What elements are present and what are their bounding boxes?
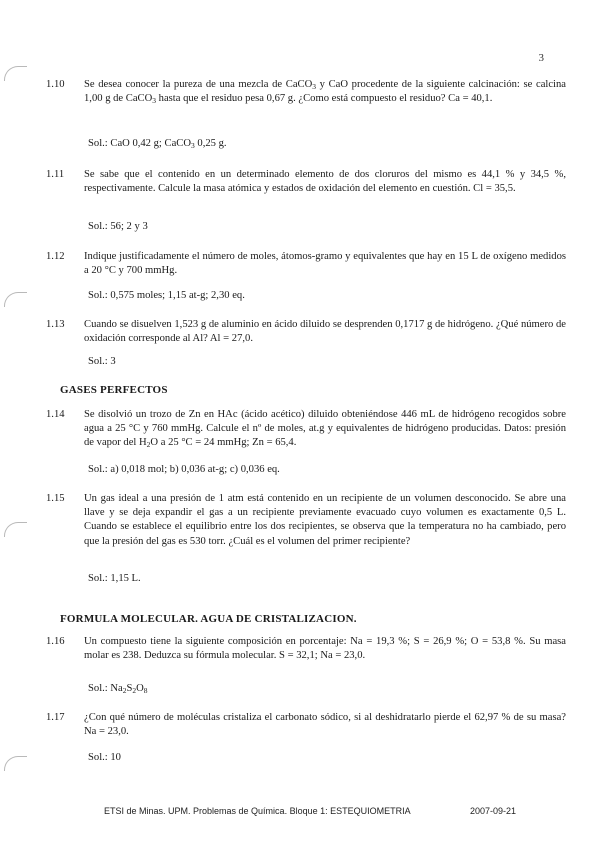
solution-1-17: Sol.: 10 [88,752,121,763]
page-number: 3 [538,52,544,64]
solution-1-12: Sol.: 0,575 moles; 1,15 at-g; 2,30 eq. [88,290,245,301]
problem-number: 1.16 [46,636,65,647]
solution-1-11: Sol.: 56; 2 y 3 [88,221,148,232]
problem-number: 1.10 [46,79,65,90]
punch-hole-mark [4,292,27,307]
problem-1-13 [46,318,566,346]
problem-text: Un gas ideal a una presión de 1 atm está contenido en un recipiente de un volumen desconocido. Se abre una llave y se deja expandir el gas a un recipiente previamente evacuado cuyo volumen es exactamente 0,5 L. Cuando se establece el equilibrio entre los dos recipientes, se observa que la temperatura no ha cambiado, pero que la presión del gas es 530 torr. ¿Cuál es el volumen del primer recipiente? [84,493,566,547]
section-heading-gases: GASES PERFECTOS [60,384,168,396]
footer-date: 2007-09-21 [470,806,517,816]
solution-1-14: Sol.: a) 0,018 mol; b) 0,036 at-g; c) 0,036 eq. [88,464,280,475]
problem-text: Indique justificadamente el número de moles, átomos-gramo y equivalentes que hay en 15 L de oxígeno medidos a 20 °C y 700 mmHg. [84,251,566,277]
problem-text: ¿Con qué número de moléculas cristaliza el carbonato sódico, si al deshidratarlo pierde el 62,97 % de su masa? Na = 23,0. [84,712,566,738]
problem-1-10 [46,78,566,106]
problem-number: 1.12 [46,251,65,262]
problem-text: Se desea conocer la pureza de una mezcla de CaCO$_3$ y CaO procedente de la siguiente calcinación: se calcina 1,00 g de CaCO$_3$ hasta que el residuo pesa 0,67 g. ¿Como está compuesto el residuo? Ca = 40,1. [84,79,566,106]
punch-hole-mark [4,756,27,771]
problem-number: 1.15 [46,493,65,504]
solution-1-13: Sol.: 3 [88,356,116,367]
footer-text: ETSI de Minas. UPM. Problemas de Química. Bloque 1: ESTEQUIOMETRIA [104,806,411,816]
problem-number: 1.11 [46,169,65,180]
punch-hole-mark [4,66,27,81]
problem-text: Cuando se disuelven 1,523 g de aluminio en ácido diluido se desprenden 0,1717 g de hidrógeno. ¿Qué número de oxidación corresponde al Al? Al = 27,0. [84,319,566,345]
problem-1-17 [46,711,566,739]
section-heading-formula: FORMULA MOLECULAR. AGUA DE CRISTALIZACION. [60,613,357,625]
problem-1-15 [46,492,566,549]
solution-1-10: Sol.: CaO 0,42 g; CaCO$_3$ 0,25 g. [88,138,227,150]
punch-hole-mark [4,522,27,537]
problem-1-14 [46,408,566,451]
problem-1-16 [46,635,566,663]
problem-number: 1.14 [46,409,65,420]
problem-number: 1.17 [46,712,65,723]
problem-text: Se disolvió un trozo de Zn en HAc (ácido acético) diluido obteniéndose 446 mL de hidrógeno recogidos sobre agua a 25 °C y 760 mmHg. Calcule el nº de moles, at.g y equivalentes de hidrógeno producidas. Datos: presión de vapor del $H_2O$ a 25 °C = 24 mmHg; Zn = 65,4. [84,409,566,450]
solution-1-15: Sol.: 1,15 L. [88,573,141,584]
problem-1-12 [46,250,566,278]
problem-number: 1.13 [46,319,65,330]
problem-text: Se sabe que el contenido en un determinado elemento de dos cloruros del mismo es 44,1 % y 34,5 %, respectivamente. Calcule la masa atómica y estados de oxidación del elemento en cuestión. Cl = 35,5. [84,169,566,195]
solution-1-16: Sol.: $Na_2S_2O_8$ [88,683,148,695]
problem-text: Un compuesto tiene la siguiente composición en porcentaje: Na = 19,3 %; S = 26,9 %; O = 53,8 %. Su masa molar es 238. Deduzca su fórmula molecular. S = 32,1; Na = 23,0. [84,636,566,662]
problem-1-11 [46,168,566,196]
